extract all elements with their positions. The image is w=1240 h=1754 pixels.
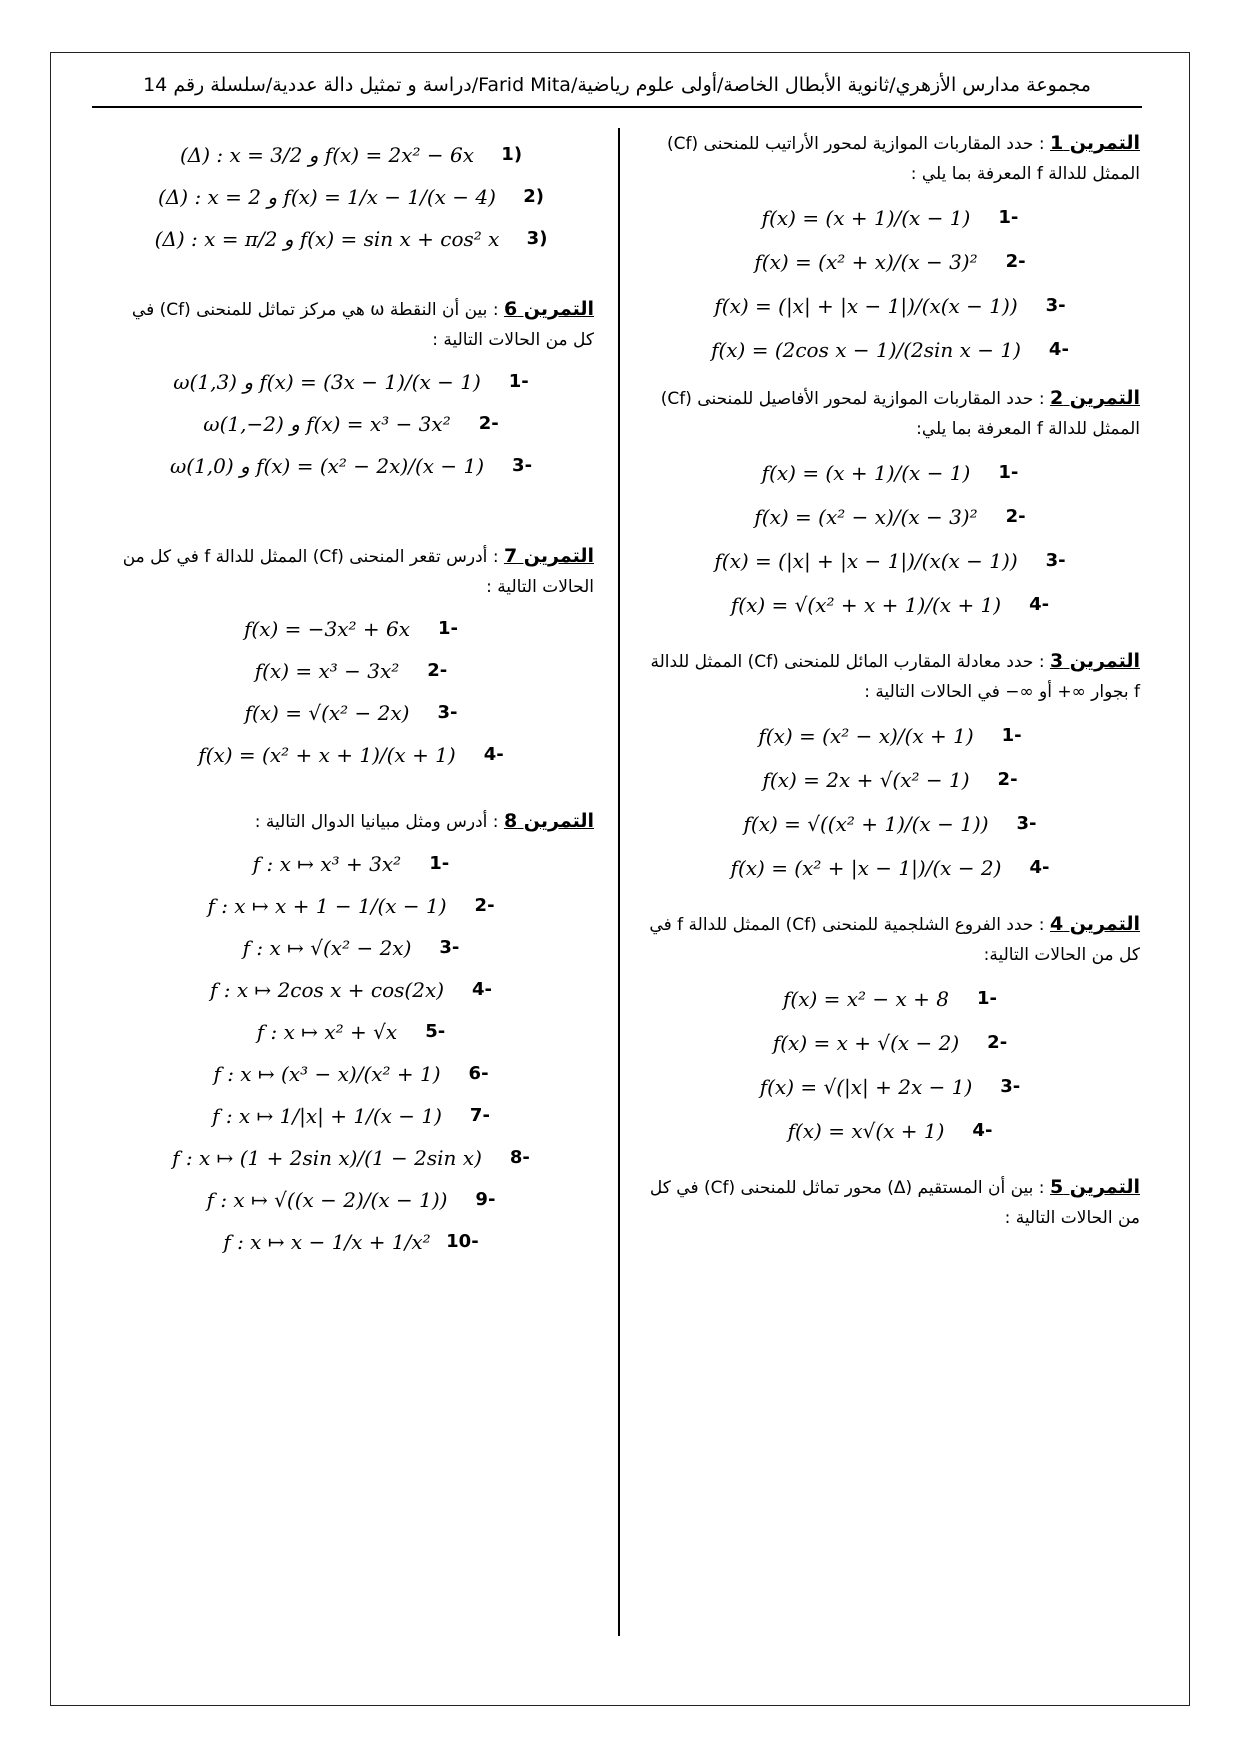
- exercise-heading: [640, 646, 1140, 707]
- exercise-block: [108, 140, 594, 254]
- math-expression: f : x ↦ x − 1/x + 1/x²: [223, 1230, 431, 1254]
- math-expression: f : x ↦ (1 + 2sin x)/(1 − 2sin x): [172, 1146, 482, 1170]
- exercise-item: [640, 203, 1140, 233]
- math-expression: ω(1,0) و f(x) = (x² − 2x)/(x − 1): [169, 454, 485, 478]
- exercise-block: [640, 646, 1140, 883]
- exercise-item: [108, 367, 594, 397]
- exercise-title: التمرين 6: [503, 298, 594, 320]
- exercise-item: [640, 291, 1140, 321]
- exercise-item: [640, 765, 1140, 795]
- math-expression: f(x) = x√(x + 1): [787, 1119, 945, 1143]
- math-expression: f(x) = √((x² + 1)/(x − 1)): [743, 812, 989, 836]
- exercise-item: [108, 1017, 594, 1047]
- exercise-item: [108, 698, 594, 728]
- exercise-title: التمرين 3: [1049, 650, 1140, 672]
- math-expression: f : x ↦ 1/|x| + 1/(x − 1): [212, 1104, 442, 1128]
- exercise-item: [640, 853, 1140, 883]
- item-number: -3: [512, 455, 533, 476]
- exercise-item: [108, 656, 594, 686]
- math-expression: f : x ↦ (x³ − x)/(x² + 1): [213, 1062, 441, 1086]
- item-number: (3: [526, 228, 548, 249]
- exercise-statement: : بين أن النقطة ω هي مركز تماثل للمنحنى (Cf) في كل من الحالات التالية :: [131, 300, 594, 350]
- math-expression: f(x) = (x² − x)/(x − 3)²: [754, 505, 978, 529]
- right-column: [640, 128, 1140, 1233]
- item-number: -3: [437, 702, 458, 723]
- exercise-item: [640, 1028, 1140, 1058]
- exercise-item: [108, 451, 594, 481]
- item-number: -4: [1029, 594, 1050, 615]
- exercise-title: التمرين 8: [503, 810, 594, 832]
- page-header: مجموعة مدارس الأزهري/ثانوية الأبطال الخاصة/أولى علوم رياضية/Farid Mita/دراسة و تمثيل دالة عددية/سلسلة رقم 14: [143, 74, 1091, 96]
- math-expression: f(x) = x³ − 3x²: [254, 659, 400, 683]
- math-expression: f : x ↦ √(x² − 2x): [242, 936, 412, 960]
- exercise-item: [108, 849, 594, 879]
- exercise-title: التمرين 5: [1049, 1176, 1140, 1198]
- math-expression: (Δ) : x = π/2 و f(x) = sin x + cos² x: [154, 227, 500, 251]
- item-number: -1: [438, 618, 459, 639]
- math-expression: f(x) = (|x| + |x − 1|)/(x(x − 1)): [714, 294, 1018, 318]
- exercise-item: [108, 1143, 594, 1173]
- exercise-statement: : حدد المقاربات الموازية لمحور الأفاصيل للمنحنى (Cf) الممثل للدالة f المعرفة بما يلي:: [660, 389, 1140, 439]
- exercise-item: [640, 502, 1140, 532]
- item-number: -4: [483, 744, 504, 765]
- math-expression: f : x ↦ x + 1 − 1/(x − 1): [207, 894, 447, 918]
- exercise-item: [108, 933, 594, 963]
- exercise-item: [640, 247, 1140, 277]
- item-number: (2: [523, 186, 544, 207]
- math-expression: ω(1,−2) و f(x) = x³ − 3x²: [203, 412, 451, 436]
- exercise-statement: : حدد المقاربات الموازية لمحور الأراتيب للمنحنى (Cf) الممثل للدالة f المعرفة بما يلي :: [667, 134, 1140, 184]
- math-expression: f(x) = √(x² − 2x): [244, 701, 410, 725]
- exercise-item: [108, 182, 594, 212]
- exercise-item: [108, 140, 594, 170]
- item-number: -2: [478, 413, 499, 434]
- math-expression: f(x) = √(|x| + 2x − 1): [759, 1075, 973, 1099]
- exercise-item: [640, 1072, 1140, 1102]
- exercise-heading: [108, 294, 594, 355]
- item-number: -2: [997, 769, 1018, 790]
- exercise-item: [108, 1227, 594, 1257]
- item-number: -1: [429, 853, 450, 874]
- item-number: -5: [425, 1021, 446, 1042]
- item-number: -7: [469, 1105, 490, 1126]
- item-number: -2: [1005, 251, 1026, 272]
- item-number: -3: [1000, 1076, 1021, 1097]
- exercise-item: [108, 409, 594, 439]
- math-expression: f(x) = x² − x + 8: [783, 987, 950, 1011]
- item-number: -9: [475, 1189, 496, 1210]
- math-expression: f(x) = 2x + √(x² − 1): [762, 768, 970, 792]
- item-number: -10: [446, 1231, 479, 1252]
- header-rule: [92, 106, 1142, 108]
- item-number: -1: [998, 207, 1019, 228]
- item-number: -4: [1048, 339, 1069, 360]
- exercise-heading: [640, 383, 1140, 444]
- exercise-item: [108, 614, 594, 644]
- math-expression: f(x) = (x² + |x − 1|)/(x − 2): [730, 856, 1002, 880]
- exercise-block: [108, 294, 594, 481]
- exercise-title: التمرين 1: [1049, 132, 1140, 154]
- math-expression: f : x ↦ x² + √x: [256, 1020, 398, 1044]
- math-expression: f : x ↦ 2cos x + cos(2x): [209, 978, 445, 1002]
- exercise-statement: : حدد الفروع الشلجمية للمنحنى (Cf) الممثل للدالة f في كل من الحالات التالية:: [649, 915, 1140, 965]
- exercise-item: [640, 335, 1140, 365]
- item-number: (1: [501, 144, 523, 165]
- math-expression: f(x) = √(x² + x + 1)/(x + 1): [730, 593, 1002, 617]
- math-expression: f(x) = −3x² + 6x: [244, 617, 411, 641]
- item-number: -1: [998, 462, 1019, 483]
- exercise-item: [108, 1185, 594, 1215]
- math-expression: f(x) = (x + 1)/(x − 1): [761, 461, 971, 485]
- item-number: -6: [468, 1063, 489, 1084]
- exercise-item: [640, 458, 1140, 488]
- item-number: -1: [977, 988, 998, 1009]
- math-expression: f(x) = (|x| + |x − 1|)/(x(x − 1)): [714, 549, 1018, 573]
- exercise-block: [640, 1172, 1140, 1233]
- exercise-heading: [640, 1172, 1140, 1233]
- item-number: -3: [1045, 550, 1066, 571]
- exercise-item: [108, 224, 594, 254]
- math-expression: f : x ↦ x³ + 3x²: [252, 852, 402, 876]
- item-number: -3: [1016, 813, 1037, 834]
- exercise-statement: : أدرس ومثل مبيانيا الدوال التالية :: [254, 812, 504, 832]
- exercise-block: [640, 383, 1140, 620]
- exercise-block: [640, 909, 1140, 1146]
- exercise-item: [640, 721, 1140, 751]
- exercise-item: [108, 740, 594, 770]
- exercise-item: [108, 891, 594, 921]
- math-expression: f(x) = (x² − x)/(x + 1): [758, 724, 974, 748]
- item-number: -2: [427, 660, 448, 681]
- math-expression: f : x ↦ √((x − 2)/(x − 1)): [206, 1188, 448, 1212]
- item-number: -2: [1005, 506, 1026, 527]
- item-number: -4: [972, 1120, 993, 1141]
- math-expression: f(x) = (x² + x)/(x − 3)²: [754, 250, 978, 274]
- exercise-item: [640, 809, 1140, 839]
- exercise-item: [108, 975, 594, 1005]
- exercise-item: [108, 1101, 594, 1131]
- exercise-heading: [640, 128, 1140, 189]
- math-expression: f(x) = x + √(x − 2): [772, 1031, 960, 1055]
- exercise-title: التمرين 7: [503, 545, 594, 567]
- exercise-item: [640, 546, 1140, 576]
- item-number: -8: [509, 1147, 530, 1168]
- exercise-block: [108, 541, 594, 770]
- item-number: -2: [987, 1032, 1008, 1053]
- math-expression: ω(1,3) و f(x) = (3x − 1)/(x − 1): [173, 370, 481, 394]
- math-expression: (Δ) : x = 3/2 و f(x) = 2x² − 6x: [179, 143, 475, 167]
- exercise-block: [640, 128, 1140, 365]
- exercise-title: التمرين 4: [1049, 913, 1140, 935]
- left-column: [108, 128, 594, 1269]
- item-number: -2: [474, 895, 495, 916]
- exercise-heading: [640, 909, 1140, 970]
- exercise-item: [640, 590, 1140, 620]
- exercise-item: [108, 1059, 594, 1089]
- math-expression: f(x) = (x² + x + 1)/(x + 1): [198, 743, 456, 767]
- exercise-statement: : حدد معادلة المقارب المائل للمنحنى (Cf) الممثل للدالة f بجوار ∞+ أو ∞− في الحالات التالية :: [650, 652, 1140, 702]
- math-expression: (Δ) : x = 2 و f(x) = 1/x − 1/(x − 4): [158, 185, 496, 209]
- exercise-statement: : أدرس تقعر المنحنى (Cf) الممثل للدالة f في كل من الحالات التالية :: [122, 547, 594, 597]
- item-number: -3: [1045, 295, 1066, 316]
- exercise-item: [640, 984, 1140, 1014]
- exercise-item: [640, 1116, 1140, 1146]
- exercise-heading: [108, 806, 594, 837]
- item-number: -1: [1001, 725, 1022, 746]
- item-number: -1: [508, 371, 529, 392]
- exercise-block: [108, 806, 594, 1257]
- column-divider: [618, 128, 620, 1636]
- item-number: -4: [1029, 857, 1050, 878]
- exercise-heading: [108, 541, 594, 602]
- math-expression: f(x) = (x + 1)/(x − 1): [761, 206, 971, 230]
- exercise-title: التمرين 2: [1049, 387, 1140, 409]
- item-number: -3: [439, 937, 460, 958]
- exercise-statement: : بين أن المستقيم (Δ) محور تماثل للمنحنى (Cf) في كل من الحالات التالية :: [649, 1178, 1140, 1228]
- math-expression: f(x) = (2cos x − 1)/(2sin x − 1): [711, 338, 1021, 362]
- item-number: -4: [472, 979, 493, 1000]
